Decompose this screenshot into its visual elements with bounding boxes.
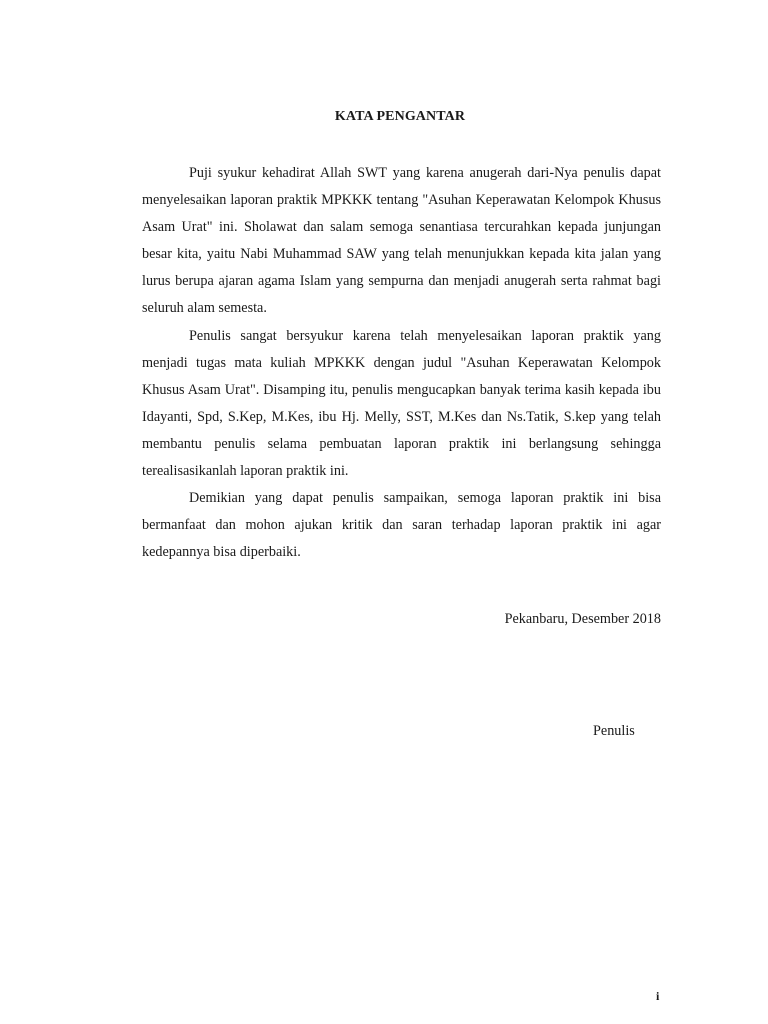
paragraph-2: Penulis sangat bersyukur karena telah menyelesaikan laporan praktik yang menjadi tugas mata kuliah MPKKK dengan judul "Asuhan Keperawatan Kelompok Khusus Asam Urat". Disamping itu, penulis mengucapkan banyak terima kasih kepada ibu Idayanti, Spd, S.Kep, M.Kes, ibu Hj. Melly, SST, M.Kes dan Ns.Tatik, S.kep yang telah membantu penulis selama pembuatan laporan praktik ini berlangsung sehingga terealisasikanlah laporan praktik ini. bbox=[142, 327, 661, 480]
paragraph-1: Puji syukur kehadirat Allah SWT yang karena anugerah dari-Nya penulis dapat menyelesaikan laporan praktik MPKKK tentang "Asuhan Keperawatan Kelompok Khusus Asam Urat" ini. Sholawat dan salam semoga senantiasa tercurahkan kepada junjungan besar kita, yaitu Nabi Muhammad SAW yang telah menunjukkan kepada kita jalan yang lurus berupa ajaran agama Islam yang sempurna dan menjadi anugerah serta rahmat bagi seluruh alam semesta. bbox=[142, 165, 661, 317]
place-date: Pekanbaru, Desember 2018 bbox=[504, 611, 661, 627]
page-title: KATA PENGANTAR bbox=[334, 109, 466, 124]
body-text bbox=[142, 160, 661, 566]
paragraph-3: Demikian yang dapat penulis sampaikan, semoga laporan praktik ini bisa bermanfaat dan mohon ajukan kritik dan saran terhadap laporan praktik ini agar kedepannya bisa diperbaiki. bbox=[142, 490, 661, 561]
page-number: i bbox=[656, 989, 660, 1003]
signature-label: Penulis bbox=[593, 723, 635, 739]
